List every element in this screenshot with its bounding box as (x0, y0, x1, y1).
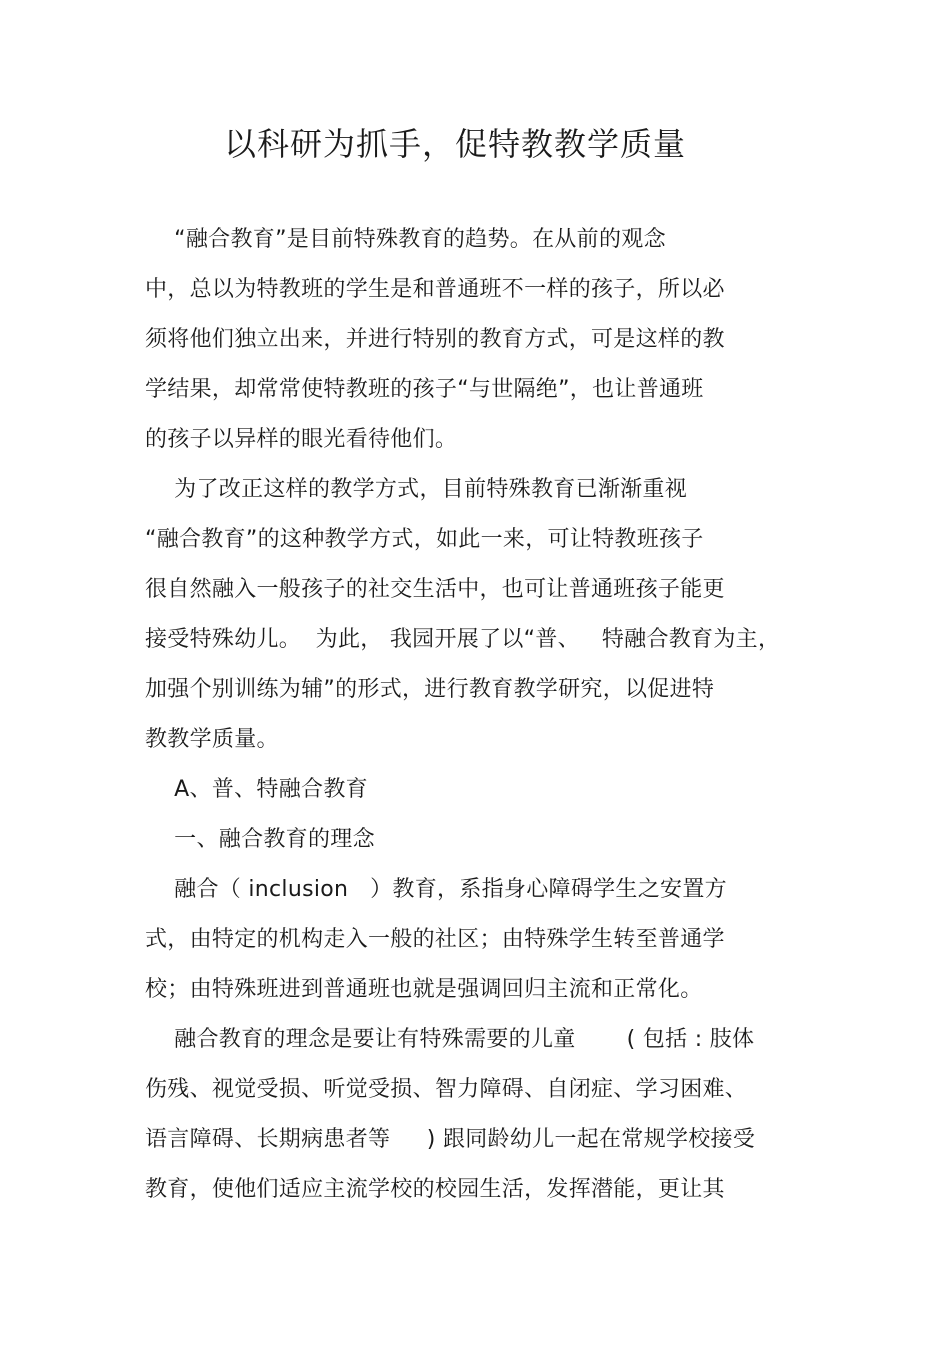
body-line: 接受特殊幼儿。 为此， 我园开展了以“普、 特融合教育为主， (145, 627, 781, 652)
section-heading: A、普、特融合教育 (145, 777, 368, 802)
body-line: 校；由特殊班进到普通班也就是强调回归主流和正常化。 (145, 977, 703, 1002)
body-line: 式，由特定的机构走入一般的社区；由特殊学生转至普通学 (145, 927, 725, 952)
body-line: 融合（ inclusion ）教育，系指身心障碍学生之安置方 (145, 877, 727, 902)
body-line: 教教学质量。 (145, 727, 279, 752)
body-line: 语言障碍、长期病患者等 ) 跟同龄幼儿一起在常规学校接受 (145, 1127, 756, 1152)
body-line: 的孩子以异样的眼光看待他们。 (145, 427, 458, 452)
body-line: 中，总以为特教班的学生是和普通班不一样的孩子，所以必 (145, 277, 725, 302)
body-line: 伤残、视觉受损、听觉受损、智力障碍、自闭症、学习困难、 (145, 1077, 748, 1102)
body-line: 很自然融入一般孩子的社交生活中，也可让普通班孩子能更 (145, 577, 725, 602)
body-line: 须将他们独立出来，并进行特别的教育方式，可是这样的教 (145, 327, 725, 352)
body-line: 学结果，却常常使特教班的孩子“与世隔绝”，也让普通班 (145, 377, 704, 402)
document-title: 以科研为抓手，促特教教学质量 (223, 125, 686, 163)
body-line: “融合教育”是目前特殊教育的趋势。在从前的观念 (145, 227, 666, 252)
body-line: 融合教育的理念是要让有特殊需要的儿童 ( 包括 : 肢体 (145, 1027, 755, 1052)
subsection-heading: 一、融合教育的理念 (145, 827, 375, 852)
body-line: “融合教育”的这种教学方式，如此一来，可让特教班孩子 (145, 527, 704, 552)
body-line: 教育，使他们适应主流学校的校园生活，发挥潜能，更让其 (145, 1177, 725, 1202)
body-line: 加强个别训练为辅”的形式，进行教育教学研究，以促进特 (145, 677, 715, 702)
body-line: 为了改正这样的教学方式，目前特殊教育已渐渐重视 (145, 477, 688, 502)
